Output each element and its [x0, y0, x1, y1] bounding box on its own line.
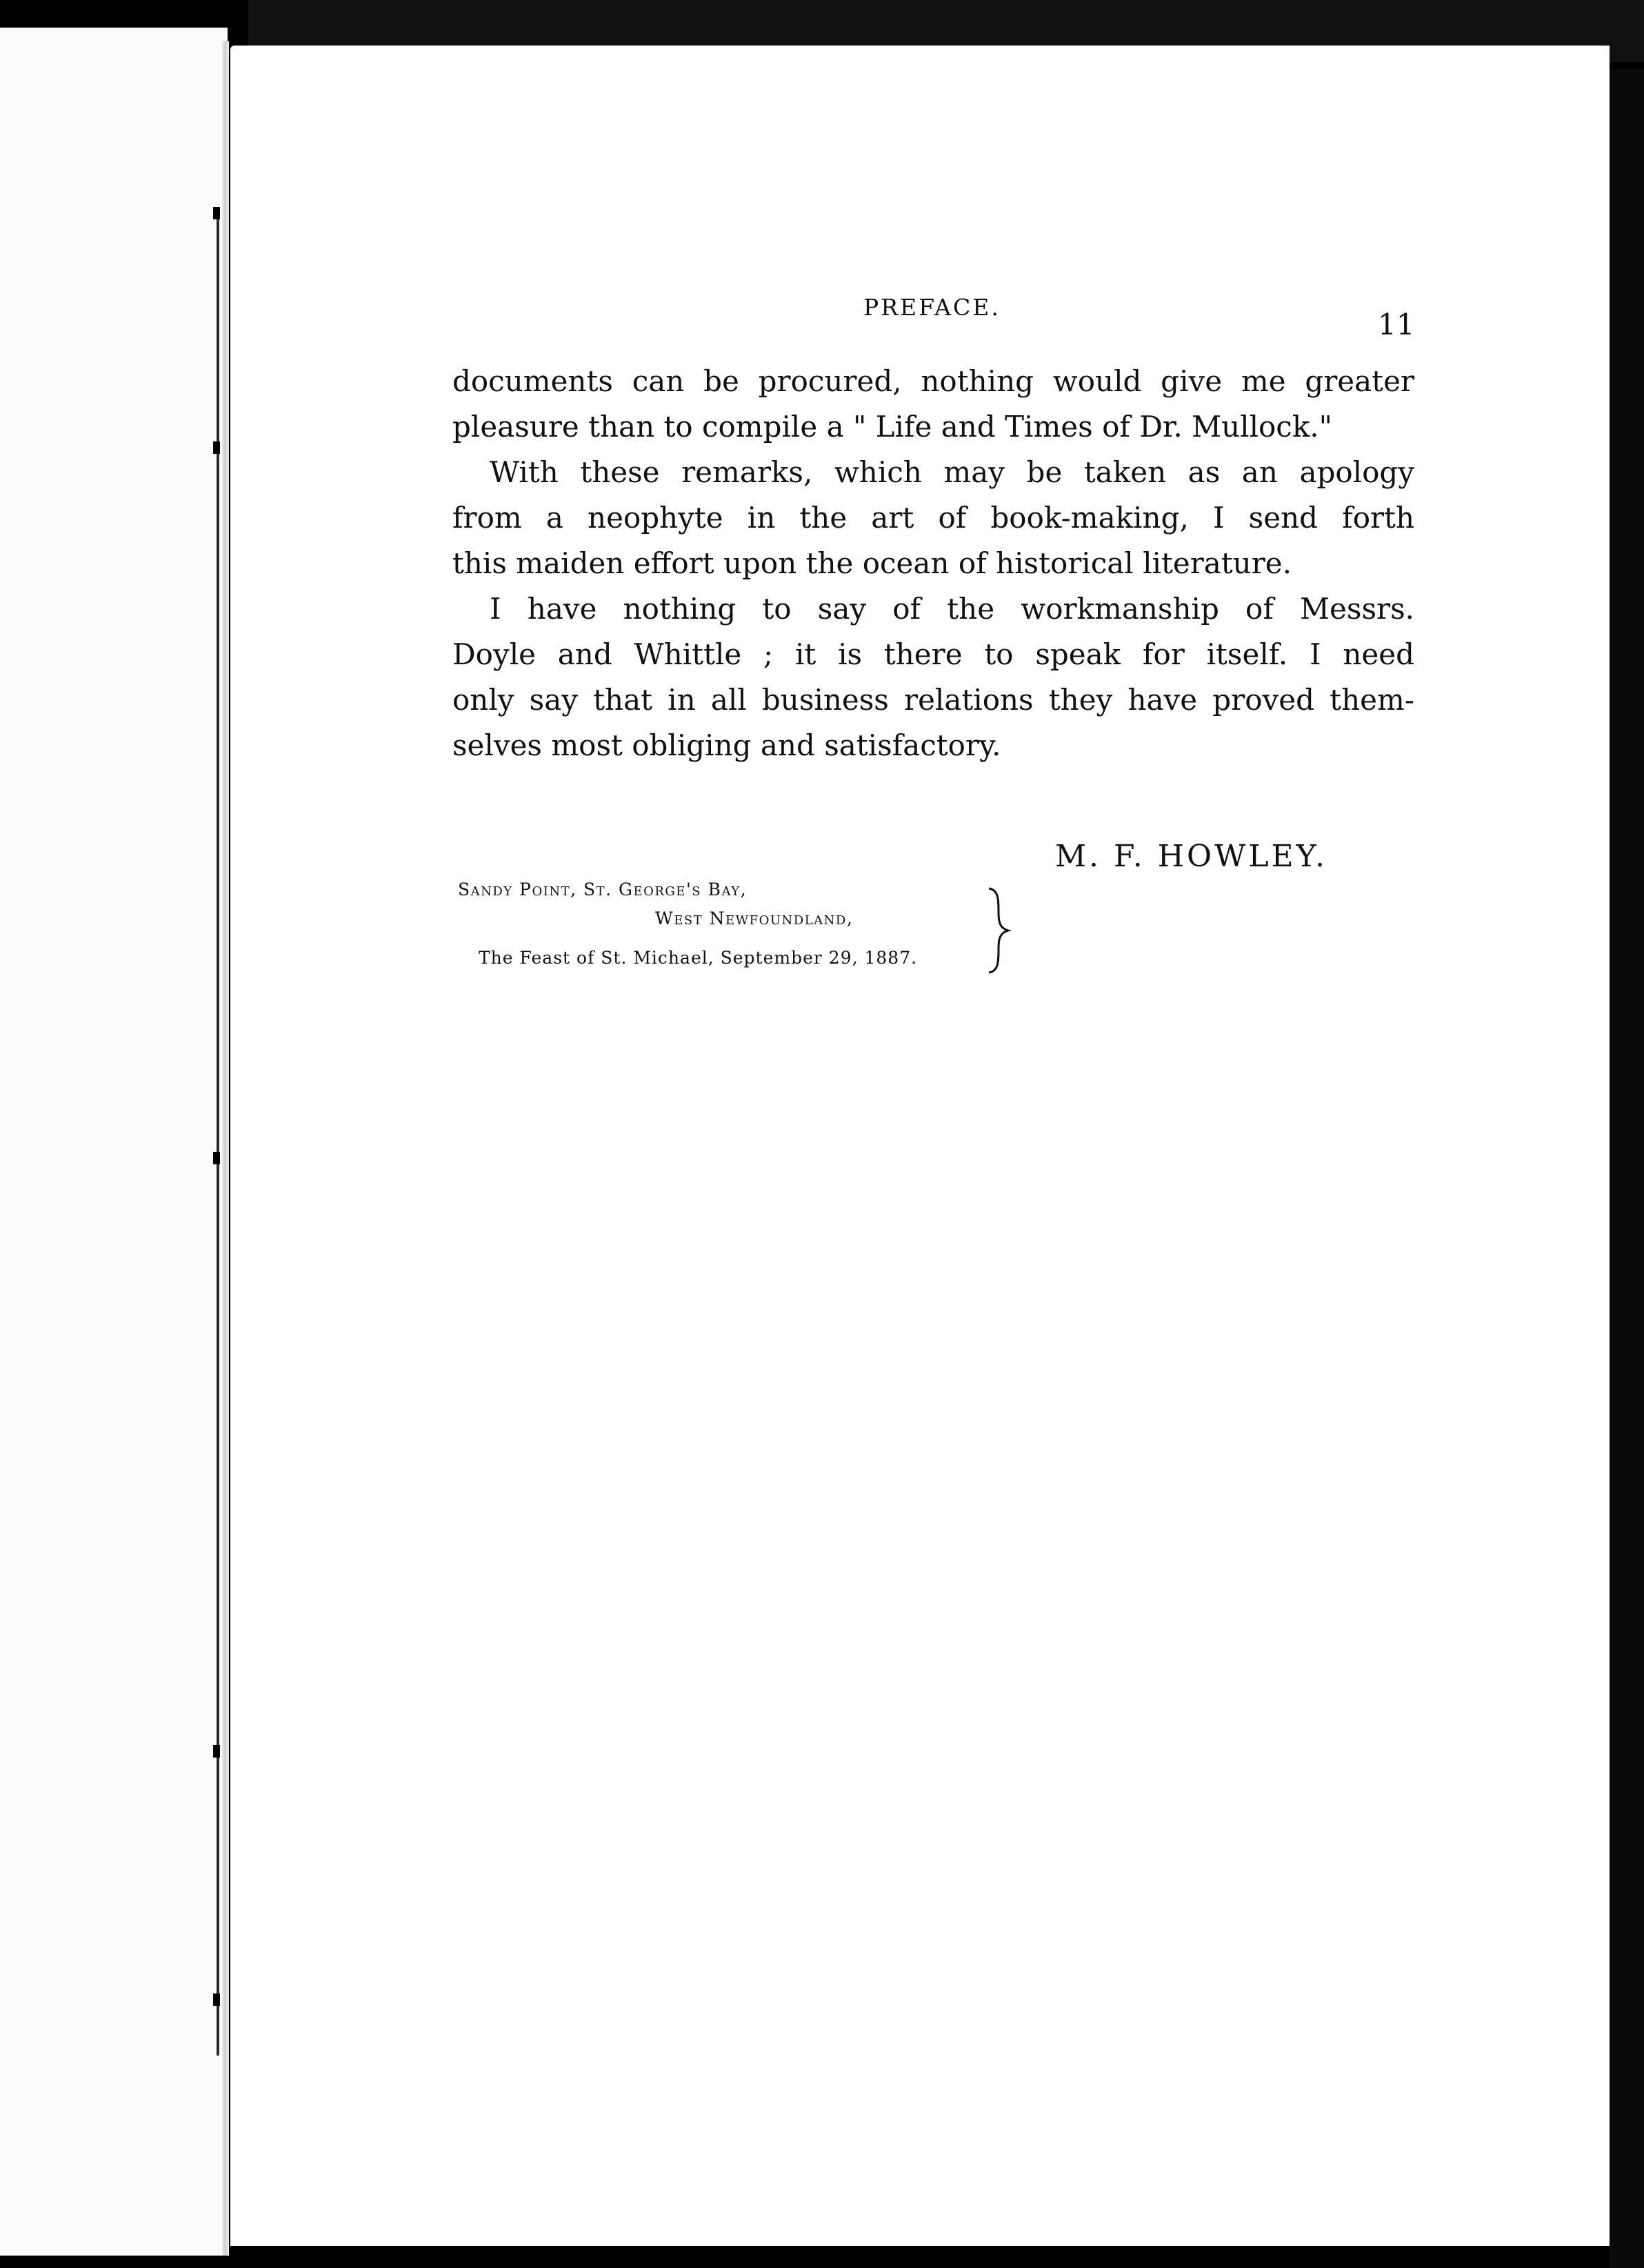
running-head: PREFACE.	[863, 294, 1001, 321]
dateline-place: Sandy Point, St. George's Bay,	[458, 879, 748, 899]
book-gutter	[222, 41, 229, 2256]
body-line: I have nothing to say of the workmanship of Messrs.	[490, 592, 1414, 626]
scan-right-edge	[1610, 69, 1644, 2268]
binding-stitch	[213, 1993, 220, 2006]
body-line: With these remarks, which may be taken as an apology	[490, 455, 1414, 489]
body-line: this maiden effort upon the ocean of historical literature.	[452, 546, 1292, 580]
body-line: documents can be procured, nothing would give me greater	[452, 364, 1414, 398]
dateline-region: West Newfoundland,	[655, 908, 854, 928]
dateline-date: The Feast of St. Michael, September 29, 1887.	[479, 948, 918, 968]
preface-body	[452, 359, 1414, 768]
body-line: pleasure than to compile a " Life and Times of Dr. Mullock."	[452, 410, 1332, 444]
author-signature: M. F. HOWLEY.	[1055, 839, 1328, 874]
binding-stitch	[213, 1152, 220, 1164]
body-line: from a neophyte in the art of book-making, I send forth	[452, 501, 1414, 535]
binding-stitch	[213, 207, 220, 219]
body-line: selves most obliging and satisfactory.	[452, 728, 1001, 762]
page-number: 11	[1378, 308, 1415, 341]
facing-page-edge	[0, 28, 228, 2256]
curly-brace-icon	[985, 886, 1012, 975]
body-line: Doyle and Whittle ; it is there to speak for itself. I need	[452, 637, 1414, 671]
body-line: only say that in all business relations they have proved them-	[452, 683, 1414, 717]
binding-stitch	[213, 1745, 220, 1758]
binding-thread	[217, 207, 219, 2056]
binding-stitch	[213, 441, 220, 454]
